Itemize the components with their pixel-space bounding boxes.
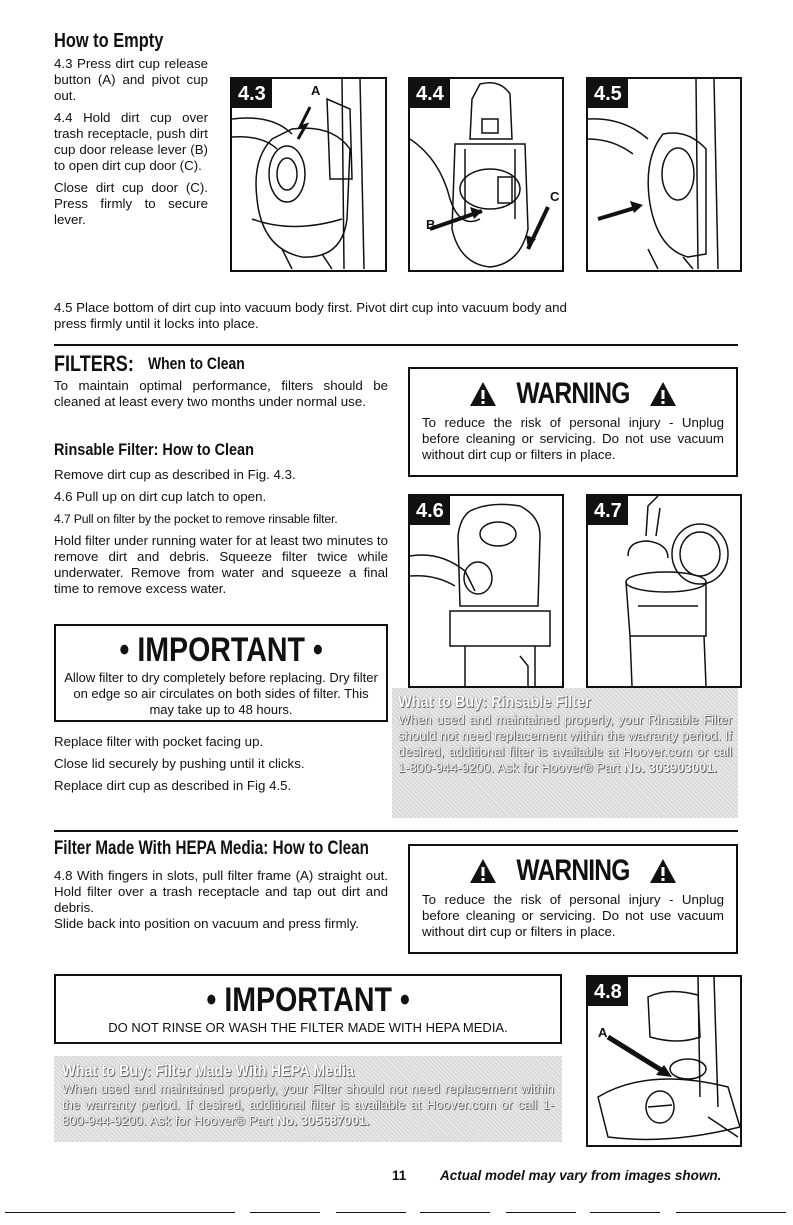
figure-label-4-7: 4.7: [588, 496, 628, 525]
warning-title-1: WARNING: [410, 377, 736, 411]
figure-4-8: [586, 975, 742, 1147]
warning-box-1: [408, 367, 738, 477]
hepa-step-4-8: 4.8 With fingers in slots, pull filter frame (A) straight out. Hold filter over a trash receptacle and tap out dirt and debris.: [54, 868, 388, 915]
warning-box-2: [408, 844, 738, 954]
figure-label-4-8: 4.8: [588, 977, 628, 1006]
buy-hepa-title: What to Buy: Filter Made With HEPA Media: [62, 1061, 355, 1080]
rinsable-step-close: Close lid securely by pushing until it clicks.: [54, 756, 305, 771]
figure-label-4-4: 4.4: [410, 79, 450, 108]
figure-label-4-6: 4.6: [410, 496, 450, 525]
bottom-rule-4: [420, 1212, 490, 1213]
warning-title-2: WARNING: [410, 854, 736, 888]
rinsable-steps: [54, 467, 388, 597]
buy-rinsable-body: [398, 712, 732, 776]
warning-triangle-icon: [649, 381, 677, 407]
figure-label-4-5: 4.5: [588, 79, 628, 108]
bottom-rule-5: [506, 1212, 576, 1213]
rinsable-step-replace: Replace filter with pocket facing up.: [54, 734, 264, 749]
buy-hepa-panel: [54, 1056, 562, 1142]
step-4-3: 4.3 Press dirt cup release button (A) and pivot cup out.: [54, 56, 208, 103]
close-door-text: Close dirt cup door (C). Press firmly to secure lever.: [54, 180, 208, 227]
rinsable-step-wash: Hold filter under running water for at least two minutes to remove dirt and debris. Squeeze filter twice while underwater. Remove from water and squeeze a final time to remove excess water.: [54, 533, 388, 596]
filters-subheading: When to Clean: [148, 354, 245, 373]
important-box-1: [54, 624, 388, 722]
rinsable-step-cup: Replace dirt cup as described in Fig 4.5.: [54, 778, 292, 793]
warning-triangle-icon: [469, 858, 497, 884]
section-heading-empty: How to Empty: [54, 30, 164, 52]
bottom-rule-2: [250, 1212, 320, 1213]
bottom-rule-6: [590, 1212, 660, 1213]
empty-text: [54, 56, 208, 228]
rinsable-heading: Rinsable Filter: How to Clean: [54, 440, 254, 459]
bottom-rule-3: [336, 1212, 406, 1213]
rinsable-step-4-7: 4.7 Pull on filter by the pocket to remove rinsable filter.: [54, 512, 338, 526]
warning-triangle-icon: [469, 381, 497, 407]
rinsable-step-remove: Remove dirt cup as described in Fig. 4.3.: [54, 467, 296, 482]
buy-hepa-text: When used and maintained properly, your Filter should not need replacement within the warranty period. If desired, additional filter is available at Hoover.com or call 1-800-944-9200. Ask for Hoover® Part: [62, 1081, 554, 1128]
figure-label-4-3: 4.3: [232, 79, 272, 108]
important-title-1: • IMPORTANT •: [119, 631, 323, 669]
hepa-heading: Filter Made With HEPA Media: How to Clean: [54, 838, 369, 859]
divider-2: [54, 830, 738, 832]
hepa-text: [54, 868, 388, 932]
buy-rinsable-panel: [392, 688, 738, 818]
filters-intro: To maintain optimal performance, filters should be cleaned at least every two months under normal use.: [54, 378, 388, 409]
buy-rinsable-text: When used and maintained properly, your Rinsable Filter should not need replacement within the warranty period. If desired, additional filter is available at Hoover.com or call 1-800-944-9200. Ask for Hoover® Part: [398, 712, 732, 775]
bottom-rule-1: [5, 1212, 235, 1213]
figure-4-4: [408, 77, 564, 272]
important-box-2: [54, 974, 562, 1044]
callout-c: C: [550, 189, 560, 204]
callout-a-4-8: A: [598, 1025, 608, 1040]
divider-1: [54, 344, 738, 346]
callout-a: A: [311, 83, 321, 98]
figure-4-3: [230, 77, 387, 272]
rinsable-step-4-6: 4.6 Pull up on dirt cup latch to open.: [54, 489, 267, 504]
important-body-2: DO NOT RINSE OR WASH THE FILTER MADE WITH HEPA MEDIA.: [108, 1020, 508, 1035]
figure-4-6: [408, 494, 564, 688]
figure-4-5: [586, 77, 742, 272]
buy-hepa-body: [62, 1081, 554, 1129]
warning-body-2: To reduce the risk of personal injury - Unplug before cleaning or servicing. Do not use vacuum without dirt cup or filters in place.: [422, 892, 724, 939]
filters-heading: FILTERS:: [54, 351, 134, 376]
warning-triangle-icon: [649, 858, 677, 884]
figure-4-7: [586, 494, 742, 688]
buy-rinsable-part: No. 303903001.: [623, 760, 717, 775]
important-title-2: • IMPORTANT •: [206, 981, 410, 1019]
callout-b: B: [426, 217, 436, 232]
buy-hepa-part: No. 305687001.: [276, 1113, 370, 1128]
rinsable-final-steps: [54, 734, 388, 794]
page-number: 11: [392, 1168, 407, 1183]
step-4-5: 4.5 Place bottom of dirt cup into vacuum body first. Pivot dirt cup into vacuum body and press firmly until it locks into place.: [54, 300, 567, 331]
footer-note: Actual model may vary from images shown.: [440, 1168, 722, 1183]
hepa-step-slide: Slide back into position on vacuum and press firmly.: [54, 916, 359, 931]
warning-body-1: To reduce the risk of personal injury - Unplug before cleaning or servicing. Do not use vacuum without dirt cup or filters in place.: [422, 415, 724, 462]
step-4-4: 4.4 Hold dirt cup over trash receptacle, push dirt cup door release lever (B) to open dirt cup door (C).: [54, 110, 208, 173]
buy-rinsable-title: What to Buy: Rinsable Filter: [398, 692, 591, 711]
important-body-1: Allow filter to dry completely before replacing. Dry filter on edge so air circulates on both sides of filter. This may take up to 48 hours.: [64, 670, 378, 717]
bottom-rule-7: [676, 1212, 786, 1213]
